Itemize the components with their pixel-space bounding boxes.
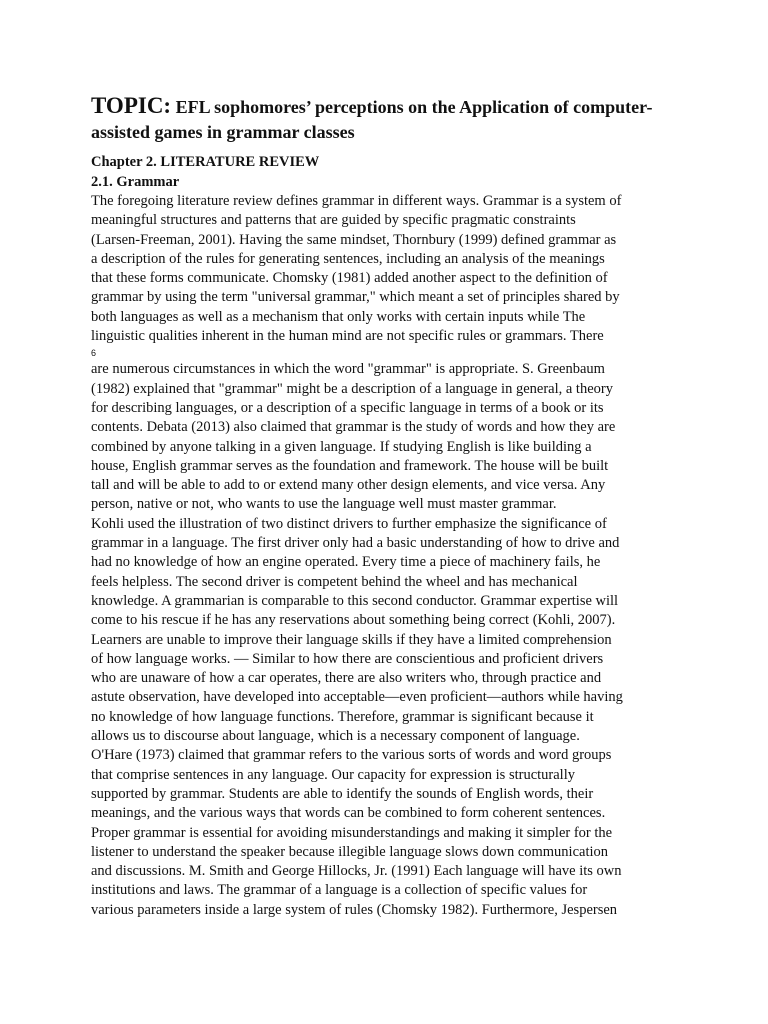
body-line: grammar in a language. The first driver only had a basic understanding of how to drive and	[91, 535, 620, 552]
document-title	[91, 93, 691, 145]
body-line: contents. Debata (2013) also claimed that grammar is the study of words and how they are	[91, 419, 616, 436]
body-line: (Larsen-Freeman, 2001). Having the same mindset, Thornbury (1999) defined grammar as	[91, 231, 617, 248]
body-line: both languages as well as a mechanism that only works with certain inputs while The	[91, 308, 586, 325]
body-line: that these forms communicate. Chomsky (1981) added another aspect to the definition of	[91, 270, 608, 287]
body-line: Learners are unable to improve their language skills if they have a limited comprehension	[91, 631, 612, 648]
body-line: tall and will be able to add to or extend many other design elements, and vice versa. Any	[91, 477, 606, 494]
body-line: Kohli used the illustration of two distinct drivers to further emphasize the significance of	[91, 515, 607, 532]
body-line: and discussions. M. Smith and George Hillocks, Jr. (1991) Each language will have its own	[91, 863, 622, 880]
document-page	[91, 93, 691, 920]
page-number: 6	[91, 348, 97, 359]
body-line: listener to understand the speaker because illegible language slows down communication	[91, 843, 609, 860]
body-line: meaningful structures and patterns that are guided by specific pragmatic constraints	[91, 212, 576, 229]
body-line: are numerous circumstances in which the word "grammar" is appropriate. S. Greenbaum	[91, 361, 605, 378]
body-line: who are unaware of how a car operates, there are also writers who, through practice and	[91, 670, 602, 687]
body-line: supported by grammar. Students are able to identify the sounds of English words, their	[91, 785, 594, 802]
topic-label: TOPIC:	[91, 93, 172, 118]
body-text-after-break	[91, 360, 691, 920]
body-line: institutions and laws. The grammar of a language is a collection of specific values for	[91, 882, 588, 899]
body-line: grammar by using the term "universal grammar," which meant a set of principles shared by	[91, 289, 620, 306]
body-line: of how language works. — Similar to how there are conscientious and proficient drivers	[91, 650, 604, 667]
body-line: a description of the rules for generating sentences, including an analysis of the meanings	[91, 250, 605, 267]
body-line: person, native or not, who wants to use the language well must master grammar.	[91, 496, 557, 513]
body-line: meanings, and the various ways that words can be combined to form coherent sentences.	[91, 805, 606, 822]
body-line: allows us to discourse about language, which is a necessary component of language.	[91, 728, 580, 745]
body-line: had no knowledge of how an engine operated. Every time a piece of machinery fails, he	[91, 554, 601, 571]
body-line: The foregoing literature review defines grammar in different ways. Grammar is a system of	[91, 193, 622, 209]
body-line: various parameters inside a large system of rules (Chomsky 1982). Furthermore, Jespersen	[91, 901, 618, 918]
body-line: that comprise sentences in any language. Our capacity for expression is structurally	[91, 766, 575, 783]
title-line-1	[91, 93, 691, 120]
body-line: for describing languages, or a description of a specific language in terms of a book or its	[91, 399, 604, 416]
body-line: come to his rescue if he has any reservations about something being correct (Kohli, 2007).	[91, 612, 616, 629]
body-text-before-break	[91, 192, 691, 346]
body-line: (1982) explained that "grammar" might be a description of a language in general, a theory	[91, 380, 613, 397]
body-line: house, English grammar serves as the foundation and framework. The house will be built	[91, 457, 609, 474]
body-line: O'Hare (1973) claimed that grammar refers to the various sorts of words and word groups	[91, 747, 612, 764]
chapter-heading: Chapter 2. LITERATURE REVIEW	[91, 154, 320, 170]
body-line: no knowledge of how language functions. Therefore, grammar is significant because it	[91, 708, 594, 725]
section-heading: 2.1. Grammar	[91, 173, 180, 190]
body-line: feels helpless. The second driver is competent behind the wheel and has mechanical	[91, 573, 578, 590]
title-text-line-1: EFL sophomores’ perceptions on the Application of computer-	[171, 97, 653, 117]
body-line: knowledge. A grammarian is comparable to this second conductor. Grammar expertise will	[91, 592, 619, 609]
title-line-2: assisted games in grammar classes	[91, 122, 355, 142]
body-line: astute observation, have developed into acceptable—even proficient—authors while having	[91, 689, 623, 706]
body-line: Proper grammar is essential for avoiding misunderstandings and making it simpler for the	[91, 824, 613, 841]
body-line: combined by anyone talking in a given language. If studying English is like building a	[91, 438, 592, 455]
body-line: linguistic qualities inherent in the human mind are not specific rules or grammars. There	[91, 328, 604, 345]
